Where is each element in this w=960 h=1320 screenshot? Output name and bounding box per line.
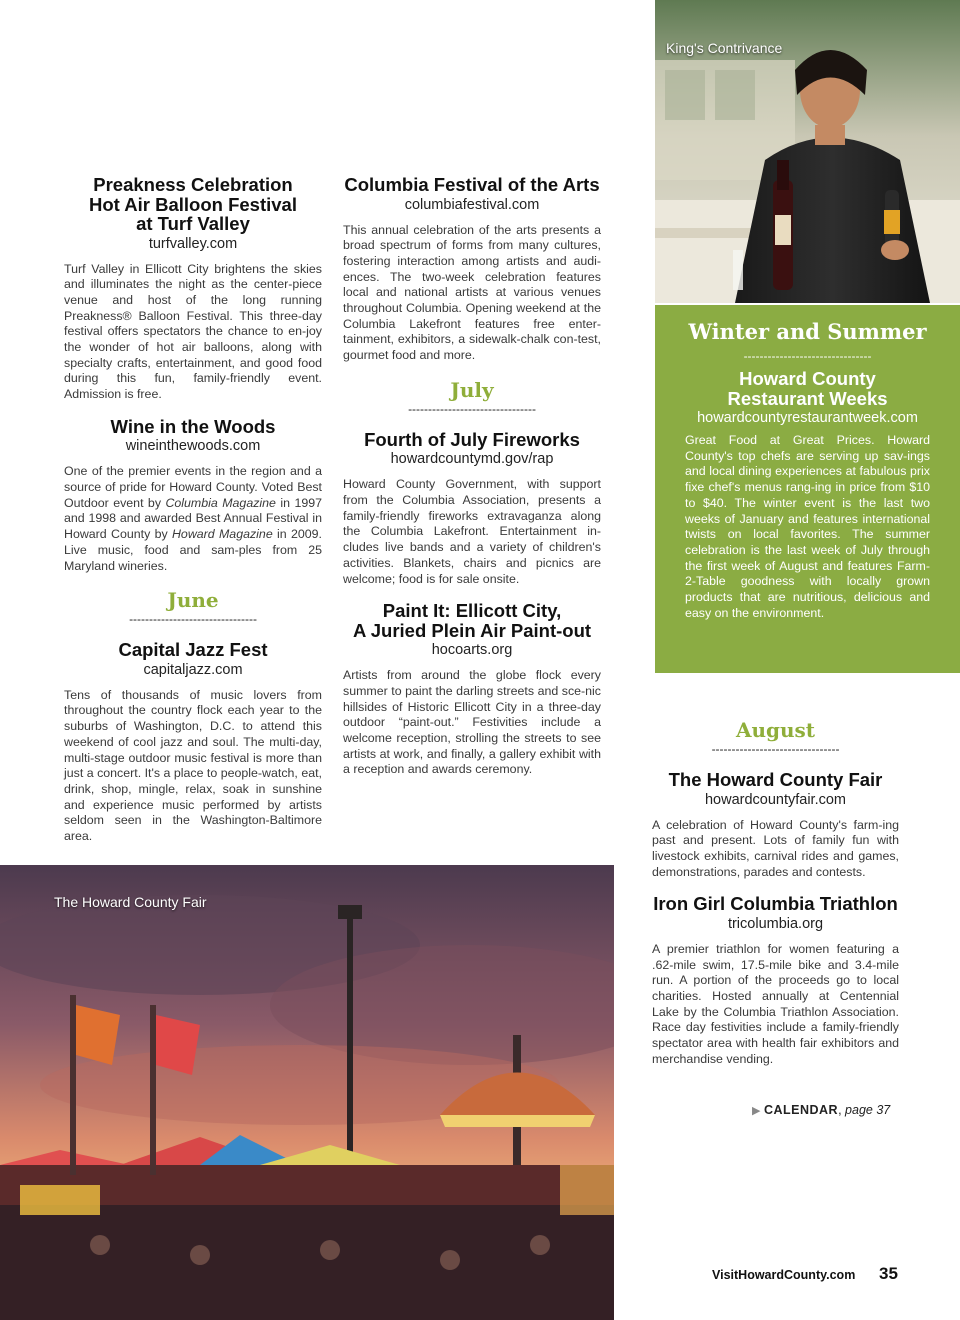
event-title-triathlon: Iron Girl Columbia Triathlon bbox=[653, 893, 898, 915]
event-title-preakness-3: at Turf Valley bbox=[136, 213, 250, 234]
event-body-fair: A celebration of Howard County's farm-ing past and present. Lots of family fun with livestock exhibits, carnival rides and games, demonstrations, parades and contests. bbox=[652, 817, 899, 879]
event-title-fair: The Howard County Fair bbox=[668, 769, 883, 790]
event-body-wine bbox=[64, 464, 322, 574]
event-body-paint: Artists from around the globe flock every summer to paint the darling streets and sce-nic hillsides of Historic Ellicott City in a three-day outdoor “paint-out.” Festivities include a welcome reception, strolling the streets to see artists at work, and finally, a gallery exhibit with a reception and awards ceremony. bbox=[343, 668, 601, 777]
month-heading-august: August bbox=[735, 718, 816, 742]
event-url-turfvalley[interactable]: turfvalley.com bbox=[148, 235, 238, 252]
month-heading-july: July bbox=[450, 377, 494, 402]
season-heading-winter-summer: Winter and Summer bbox=[688, 319, 927, 344]
event-title-restaurant-1: Howard County bbox=[739, 368, 876, 389]
month-divider-july: -------------------------------- bbox=[408, 401, 536, 416]
event-url-fireworks[interactable]: howardcountymd.gov/rap bbox=[390, 451, 554, 468]
fair-photo-caption: The Howard County Fair bbox=[54, 894, 207, 910]
wine-body-part-2: in 1997 and 1998 and awarded Best Annual Festival in Howard County by bbox=[64, 495, 323, 542]
event-title-wine: Wine in the Woods bbox=[110, 415, 276, 437]
column-1 bbox=[64, 175, 322, 859]
event-body-jazz: Tens of thousands of music lovers from throughout the country flock each year to the suburbs of Washington, D.C. to attend this weekend of cool jazz and soul. The multi-day, multi-stage outdoor music festival is more than just a concert. It's a place to people-watch, eat, drink, shop, mingle, relax, soak in sunshine and experience music performed by artists seldom seen in the Washington-Baltimore area. bbox=[64, 687, 322, 844]
month-divider-june: -------------------------------- bbox=[129, 612, 257, 627]
event-url-paint[interactable]: hocoarts.org bbox=[431, 642, 513, 659]
triangle-icon: ▶ bbox=[752, 1105, 761, 1117]
wine-body-magazine-1: Columbia Magazine bbox=[165, 495, 276, 510]
fair-photo bbox=[0, 865, 614, 1320]
wine-body-part-3: in 2009. Live music, food and sam-ples from 25 Maryland wineries. bbox=[64, 527, 322, 573]
event-title-arts: Columbia Festival of the Arts bbox=[344, 174, 600, 195]
event-body-triathlon: A premier triathlon for women featuring a .62-mile swim, 17.5-mile bike and 3.4-mile run. A portion of the proceeds go to local charities. Hosted annually at Centennial Lake by the Columbia Triathlon Association. Race day festivities include a family-friendly spectator area with health fair exhibitors and merchandise vending. bbox=[652, 941, 899, 1066]
wine-body-magazine-2: Howard Magazine bbox=[171, 527, 273, 542]
chef-photo-caption: King's Contrivance bbox=[666, 40, 783, 56]
calendar-page-ref: page 37 bbox=[845, 1103, 891, 1117]
event-title-fireworks: Fourth of July Fireworks bbox=[364, 428, 580, 450]
wine-body-part-1: One of the premier events in the region and a source of pride for Howard County. Voted Best Outdoor event by bbox=[64, 464, 322, 510]
month-heading-june: June bbox=[167, 588, 219, 613]
event-title-paint-1: Paint It: Ellicott City, bbox=[382, 600, 562, 622]
event-url-wine[interactable]: wineinthewoods.com bbox=[125, 438, 261, 455]
column-3 bbox=[652, 712, 899, 1081]
season-divider: -------------------------------- bbox=[743, 349, 872, 363]
restaurant-weeks-box bbox=[655, 305, 960, 673]
event-url-fair[interactable]: howardcountyfair.com bbox=[704, 791, 847, 808]
month-divider-august: -------------------------------- bbox=[711, 742, 840, 756]
page-number: 35 bbox=[879, 1264, 898, 1283]
event-title-preakness-2: Hot Air Balloon Festival bbox=[89, 193, 297, 215]
event-body-preakness: Turf Valley in Ellicott City brightens the skies and illuminates the night as the center-piece venue and host of the long running Preakness® Balloon Festival. This three-day festival offers spectators the chance to en-joy the wonder of hot air balloons, along with specialty crafts, entertainment, and good food during this fun, family-friendly event. Admission is free. bbox=[64, 261, 322, 402]
event-url-jazz[interactable]: capitaljazz.com bbox=[143, 661, 243, 678]
event-title-jazz: Capital Jazz Fest bbox=[118, 639, 268, 661]
event-url-arts[interactable]: columbiafestival.com bbox=[404, 196, 540, 213]
fair-photo-art bbox=[0, 865, 614, 1320]
event-title-restaurant-2: Restaurant Weeks bbox=[727, 387, 888, 409]
column-2 bbox=[343, 175, 601, 792]
calendar-label: CALENDAR bbox=[763, 1103, 839, 1117]
event-url-restaurant[interactable]: howardcountyrestaurantweek.com bbox=[697, 410, 918, 426]
chef-photo bbox=[655, 0, 960, 303]
event-body-restaurant: Great Food at Great Prices. Howard County's top chefs are serving up sav-ings and local dining experiences at fabulous prix fixe chef's menus rang-ing in price from $10 to $40. The winter event is the last two weeks of January and features international twists on local favorites. The summer celebration is the last week of July through the first week of August and features Farm-2-Table goodness with locally grown products that are nutritious, delicious and easy on the environment. bbox=[685, 433, 930, 620]
calendar-continued-link[interactable]: ▶ CALENDAR, page 37 bbox=[752, 1103, 891, 1117]
footer-website[interactable]: VisitHowardCounty.com bbox=[712, 1268, 856, 1282]
event-body-fireworks: Howard County Government, with support from the Columbia Association, presents a family-friendly fireworks extravaganza along the Columbia Lakefront. Entertainment in-cludes live bands and a variety of children's activities. Blankets, chairs and picnics are welcome; food is for sale onsite. bbox=[343, 477, 601, 586]
event-url-triathlon[interactable]: tricolumbia.org bbox=[727, 915, 824, 932]
event-body-arts: This annual celebration of the arts presents a broad spectrum of forms from many cultures, fostering interaction among artists and audi-ences. The two-week celebration features local and national artists at various venues throughout Columbia. Opening weekend at the Columbia Lakefront features free enter-tainment, exhibitors, a sidewalk-chalk con-test, gourmet food and more. bbox=[343, 222, 601, 363]
event-title-preakness-1: Preakness Celebration bbox=[93, 174, 293, 195]
event-title-paint-2: A Juried Plein Air Paint-out bbox=[352, 619, 592, 641]
